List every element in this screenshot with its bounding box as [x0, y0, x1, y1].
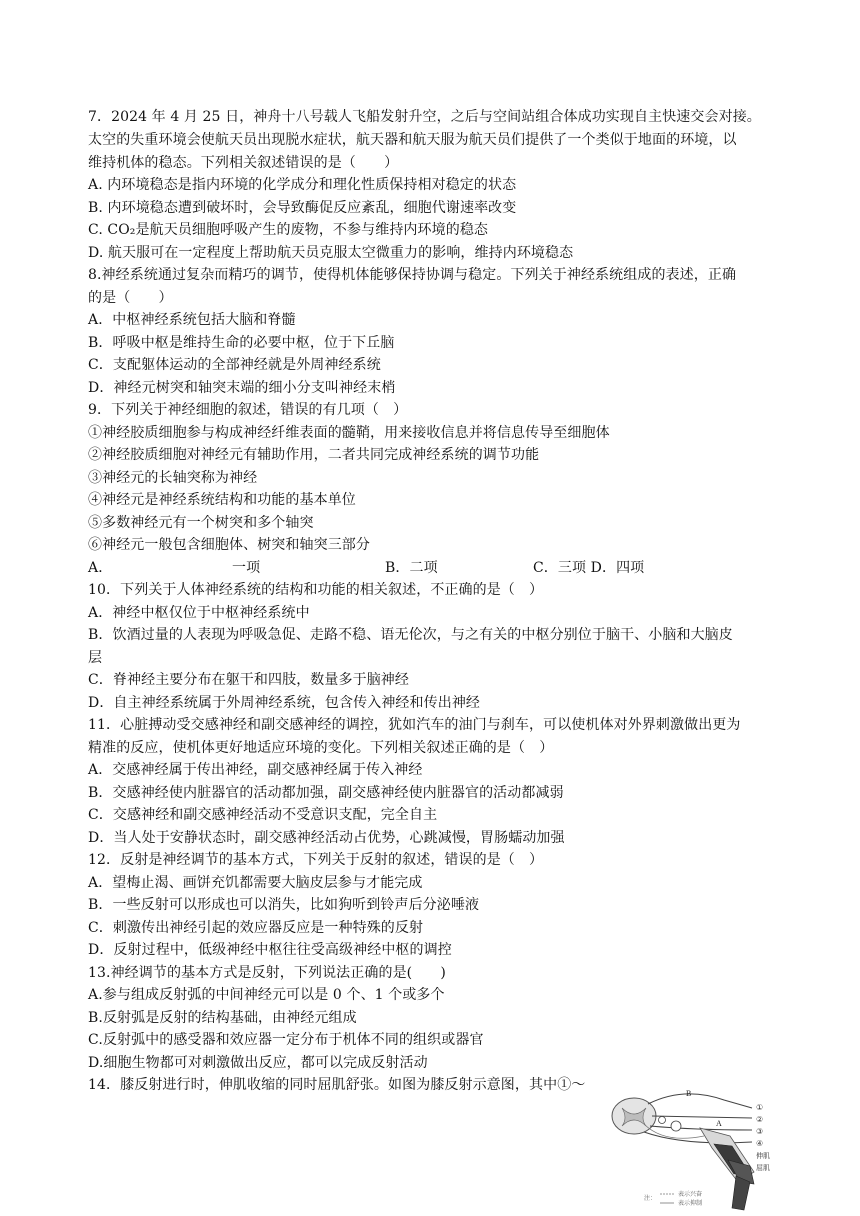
q7-option-a: A. 内环境稳态是指内环境的化学成分和理化性质保持相对稳定的状态 [88, 177, 517, 193]
label-num-1: ① [756, 1103, 764, 1112]
q10-option-c: C．脊神经主要分布在躯干和四肢，数量多于脑神经 [88, 672, 410, 688]
q7-option-c: C. CO₂是航天员细胞呼吸产生的废物，不参与维持内环境的稳态 [88, 222, 489, 238]
q11-option-d: D．当人处于安静状态时，副交感神经活动占优势，心跳减慢，胃肠蠕动加强 [88, 830, 565, 846]
q8-stem-line-2: 的是（ ） [88, 290, 173, 306]
lower-leg-shape [732, 1176, 750, 1210]
legend-note: 注： [644, 1195, 657, 1202]
q12-stem: 12．反射是神经调节的基本方式，下列关于反射的叙述，错误的是（ ） [88, 852, 544, 868]
q9-option-b: B．二项 [385, 560, 438, 576]
q10-option-d: D．自主神经系统属于外周神经系统，包含传入神经和传出神经 [88, 695, 481, 711]
q12-option-d: D．反射过程中，低级神经中枢往往受高级神经中枢的调控 [88, 942, 452, 958]
q8-stem-line-1: 8.神经系统通过复杂而精巧的调节，使得机体能够保持协调与稳定。下列关于神经系统组成的表述，正确 [88, 267, 737, 283]
q12-option-a: A．望梅止渴、画饼充饥都需要大脑皮层参与才能完成 [88, 875, 423, 891]
afferent-nerve [648, 1094, 752, 1108]
q8-option-d: D．神经元树突和轴突末端的细小分支叫神经末梢 [88, 380, 396, 396]
q9-option-c-d: C．三项 D．四项 [533, 560, 645, 576]
label-b: B [686, 1089, 692, 1098]
legend-excite: 表示兴奋 [678, 1191, 703, 1198]
q9-item-5: ⑤多数神经元有一个树突和多个轴突 [88, 515, 314, 531]
q10-option-a: A．神经中枢仅位于中枢神经系统中 [88, 605, 310, 621]
q10-option-b-line-2: 层 [88, 650, 103, 666]
label-extensor: 伸肌 [756, 1152, 770, 1160]
q13-option-b: B.反射弧是反射的结构基础，由神经元组成 [88, 1010, 357, 1026]
q12-option-b: B．一些反射可以形成也可以消失，比如狗听到铃声后分泌唾液 [88, 897, 480, 913]
q9-item-3: ③神经元的长轴突称为神经 [88, 470, 258, 486]
q9-option-a-text: 一项 [232, 560, 261, 576]
knee-reflex-figure [604, 1086, 774, 1214]
label-num-4: ④ [756, 1139, 764, 1148]
q14-stem: 14．膝反射进行时，伸肌收缩的同时屈肌舒张。如图为膝反射示意图，其中①～ [88, 1077, 586, 1093]
q7-stem-line-2: 太空的失重环境会使航天员出现脱水症状，航天器和航天服为航天员们提供了一个类似于地面的环境，以 [88, 132, 737, 148]
q7-stem-line-3: 维持机体的稳态。下列相关叙述错误的是（ ） [88, 155, 399, 171]
neuron-cell-body [671, 1121, 681, 1131]
q13-option-c: C.反射弧中的感受器和效应器一定分布于机体不同的组织或器官 [88, 1032, 484, 1048]
q9-option-a-letter: A． [88, 560, 113, 576]
label-num-3: ③ [756, 1127, 764, 1136]
q13-stem: 13.神经调节的基本方式是反射，下列说法正确的是( ) [88, 965, 446, 981]
label-num-2: ② [756, 1115, 764, 1124]
q9-item-2: ②神经胶质细胞对神经元有辅助作用，二者共同完成神经系统的调节功能 [88, 447, 540, 463]
legend-inhibit: 表示抑制 [678, 1200, 703, 1207]
q8-option-c: C．支配躯体运动的全部神经就是外周神经系统 [88, 357, 381, 373]
q7-stem-line-1: 7．2024 年 4 月 25 日，神舟十八号载人飞船发射升空，之后与空间站组合体成功实现自主快速交会对接。 [88, 109, 761, 125]
q9-item-6: ⑥神经元一般包含细胞体、树突和轴突三部分 [88, 537, 370, 553]
q13-option-a: A.参与组成反射弧的中间神经元可以是 0 个、1 个或多个 [88, 987, 445, 1003]
q7-option-b: B. 内环境稳态遭到破坏时，会导致酶促反应紊乱，细胞代谢速率改变 [88, 200, 517, 216]
q9-stem: 9．下列关于神经细胞的叙述，错误的有几项（ ） [88, 402, 408, 418]
q10-option-b-line-1: B．饮酒过量的人表现为呼吸急促、走路不稳、语无伦次，与之有关的中枢分别位于脑干、小脑和大脑皮 [88, 627, 733, 643]
q11-option-b: B．交感神经使内脏器官的活动都加强，副交感神经使内脏器官的活动都减弱 [88, 785, 564, 801]
q8-option-b: B．呼吸中枢是维持生命的必要中枢，位于下丘脑 [88, 335, 395, 351]
q11-option-a: A．交感神经属于传出神经，副交感神经属于传入神经 [88, 762, 423, 778]
q8-option-a: A．中枢神经系统包括大脑和脊髓 [88, 312, 296, 328]
label-a: A [716, 1119, 722, 1128]
q11-stem-line-2: 精准的反应，使机体更好地适应环境的变化。下列相关叙述正确的是（ ） [88, 740, 554, 756]
q12-option-c: C．刺激传出神经引起的效应器反应是一种特殊的反射 [88, 920, 424, 936]
q11-option-c: C．交感神经和副交感神经活动不受意识支配，完全自主 [88, 807, 438, 823]
q11-stem-line-1: 11．心脏搏动受交感神经和副交感神经的调控，犹如汽车的油门与刹车，可以使机体对外界刺激做出更为 [88, 717, 741, 733]
q9-item-1: ①神经胶质细胞参与构成神经纤维表面的髓鞘，用来接收信息并将信息传导至细胞体 [88, 425, 610, 441]
label-flexor: 屈肌 [756, 1164, 770, 1172]
q10-stem: 10．下列关于人体神经系统的结构和功能的相关叙述，不正确的是（ ） [88, 582, 544, 598]
q13-option-d: D.细胞生物都可对刺激做出反应，都可以完成反射活动 [88, 1055, 428, 1071]
efferent-nerve-1 [652, 1116, 752, 1118]
q9-item-4: ④神经元是神经系统结构和功能的基本单位 [88, 492, 356, 508]
q7-option-d: D. 航天服可在一定程度上帮助航天员克服太空微重力的影响，维持内环境稳态 [88, 245, 574, 261]
interneuron-cell-body [659, 1117, 666, 1124]
